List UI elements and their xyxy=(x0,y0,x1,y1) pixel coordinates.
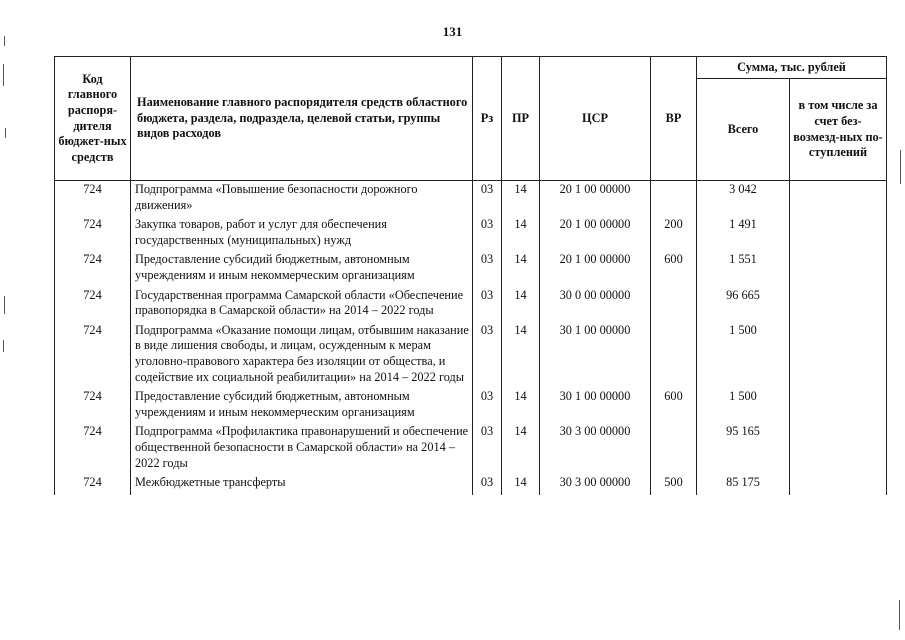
scan-artifact xyxy=(3,64,4,86)
cell-gratuitous xyxy=(790,181,887,218)
budget-table xyxy=(54,56,887,495)
cell-vr xyxy=(651,181,697,218)
cell-total: 96 665 xyxy=(697,288,790,323)
table-row xyxy=(55,389,887,424)
table-header xyxy=(55,57,887,181)
cell-name: Межбюджетные трансферты xyxy=(131,475,473,495)
scan-artifact xyxy=(899,600,900,630)
table-body xyxy=(55,181,887,495)
cell-pr: 14 xyxy=(502,217,540,252)
cell-code: 724 xyxy=(55,181,131,218)
scan-artifact xyxy=(900,150,901,184)
page-number: 131 xyxy=(442,24,463,39)
cell-code: 724 xyxy=(55,288,131,323)
cell-total: 1 500 xyxy=(697,323,790,389)
cell-code: 724 xyxy=(55,217,131,252)
cell-csr: 20 1 00 00000 xyxy=(540,252,651,287)
cell-csr: 30 3 00 00000 xyxy=(540,475,651,495)
cell-gratuitous xyxy=(790,424,887,475)
cell-pr: 14 xyxy=(502,475,540,495)
cell-gratuitous xyxy=(790,252,887,287)
cell-gratuitous xyxy=(790,288,887,323)
header-sum-group: Сумма, тыс. рублей xyxy=(697,57,887,79)
scan-artifact xyxy=(4,296,5,314)
cell-rz: 03 xyxy=(473,252,502,287)
cell-csr: 30 3 00 00000 xyxy=(540,424,651,475)
cell-gratuitous xyxy=(790,475,887,495)
cell-vr: 600 xyxy=(651,389,697,424)
cell-pr: 14 xyxy=(502,288,540,323)
header-code: Код главного распоря-дителя бюджет-ных средств xyxy=(55,57,131,181)
cell-name: Государственная программа Самарской области «Обеспечение правопорядка в Самарской области» на 2014 – 2022 годы xyxy=(131,288,473,323)
header-vr: ВР xyxy=(651,57,697,181)
cell-gratuitous xyxy=(790,323,887,389)
cell-csr: 30 1 00 00000 xyxy=(540,323,651,389)
table-row xyxy=(55,288,887,323)
cell-pr: 14 xyxy=(502,323,540,389)
cell-pr: 14 xyxy=(502,252,540,287)
cell-code: 724 xyxy=(55,424,131,475)
scan-artifact xyxy=(4,36,5,46)
table-row xyxy=(55,252,887,287)
cell-rz: 03 xyxy=(473,475,502,495)
cell-total: 1 491 xyxy=(697,217,790,252)
cell-name: Предоставление субсидий бюджетным, автономным учреждениям и иным некоммерческим организациям xyxy=(131,389,473,424)
header-pr: ПР xyxy=(502,57,540,181)
cell-csr: 20 1 00 00000 xyxy=(540,217,651,252)
cell-vr: 200 xyxy=(651,217,697,252)
scan-artifact xyxy=(3,340,4,352)
cell-code: 724 xyxy=(55,389,131,424)
cell-name: Предоставление субсидий бюджетным, автономным учреждениям и иным некоммерческим организациям xyxy=(131,252,473,287)
cell-vr: 600 xyxy=(651,252,697,287)
header-rz: Рз xyxy=(473,57,502,181)
cell-pr: 14 xyxy=(502,424,540,475)
cell-gratuitous xyxy=(790,217,887,252)
cell-code: 724 xyxy=(55,323,131,389)
cell-total: 85 175 xyxy=(697,475,790,495)
cell-csr: 30 0 00 00000 xyxy=(540,288,651,323)
cell-total: 1 551 xyxy=(697,252,790,287)
cell-total: 95 165 xyxy=(697,424,790,475)
cell-total: 3 042 xyxy=(697,181,790,218)
cell-code: 724 xyxy=(55,475,131,495)
scan-artifact xyxy=(5,128,6,138)
cell-name: Подпрограмма «Профилактика правонарушений и обеспечение общественной безопасности в Самарской области» на 2014 – 2022 годы xyxy=(131,424,473,475)
cell-csr: 20 1 00 00000 xyxy=(540,181,651,218)
cell-rz: 03 xyxy=(473,389,502,424)
cell-name: Закупка товаров, работ и услуг для обеспечения государственных (муниципальных) нужд xyxy=(131,217,473,252)
cell-pr: 14 xyxy=(502,389,540,424)
table-row xyxy=(55,475,887,495)
cell-total: 1 500 xyxy=(697,389,790,424)
table-row xyxy=(55,181,887,218)
cell-rz: 03 xyxy=(473,323,502,389)
header-name: Наименование главного распорядителя средств областного бюджета, раздела, подраздела, целевой статьи, группы видов расходов xyxy=(131,57,473,181)
cell-name: Подпрограмма «Повышение безопасности дорожного движения» xyxy=(131,181,473,218)
cell-vr xyxy=(651,323,697,389)
cell-rz: 03 xyxy=(473,424,502,475)
table-row xyxy=(55,217,887,252)
cell-pr: 14 xyxy=(502,181,540,218)
cell-gratuitous xyxy=(790,389,887,424)
header-total: Всего xyxy=(697,79,790,181)
header-csr: ЦСР xyxy=(540,57,651,181)
table-row xyxy=(55,424,887,475)
cell-vr xyxy=(651,424,697,475)
cell-rz: 03 xyxy=(473,217,502,252)
cell-csr: 30 1 00 00000 xyxy=(540,389,651,424)
table-row xyxy=(55,323,887,389)
header-gratuitous: в том числе за счет без-возмезд-ных по-ступлений xyxy=(790,79,887,181)
cell-code: 724 xyxy=(55,252,131,287)
cell-rz: 03 xyxy=(473,181,502,218)
cell-vr: 500 xyxy=(651,475,697,495)
cell-rz: 03 xyxy=(473,288,502,323)
cell-vr xyxy=(651,288,697,323)
cell-name: Подпрограмма «Оказание помощи лицам, отбывшим наказание в виде лишения свободы, и лицам, осужденным к мерам уголовно-правового характера без изоляции от общества, и содействие их социальной реабилитации» на 2014 – 2022 годы xyxy=(131,323,473,389)
